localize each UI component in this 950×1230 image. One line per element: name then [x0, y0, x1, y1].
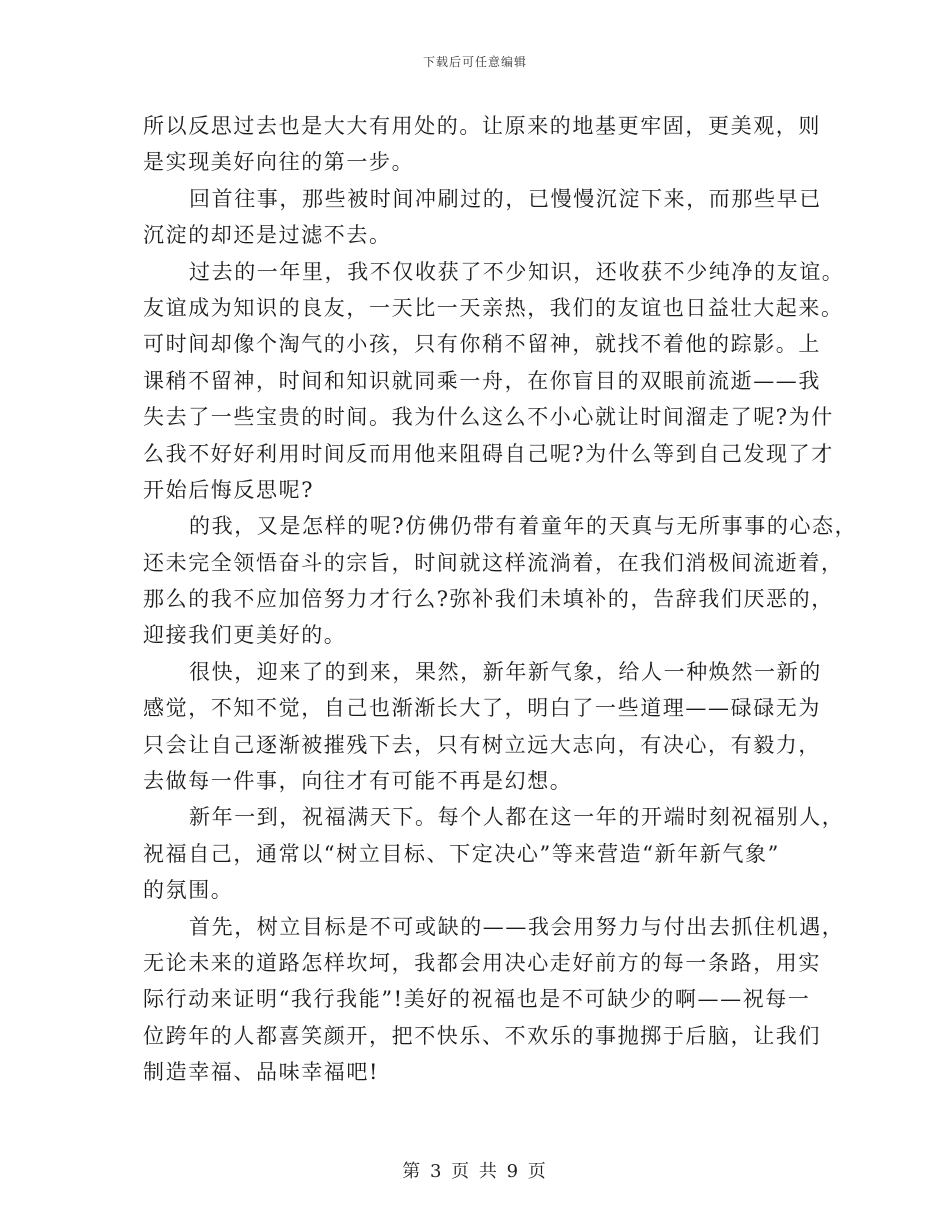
paragraph-start-line: 新年一到，祝福满天下。每个人都在这一年的开端时刻祝福别人，	[189, 805, 845, 830]
text-line: 可时间却像个淘气的小孩，只有你稍不留神，就找不着他的踪影。上	[143, 332, 821, 357]
text-line: 感觉，不知不觉，自己也渐渐长大了，明白了一些道理——碌碌无为	[143, 696, 821, 721]
paragraph-start-line: 很快，迎来了的到来，果然，新年新气象，给人一种焕然一新的	[189, 659, 822, 684]
text-line: 只会让自己逐渐被摧残下去，只有树立远大志向，有决心，有毅力，	[143, 732, 821, 757]
text-line: 制造幸福、品味幸福吧!	[143, 1060, 380, 1085]
text-line: 迎接我们更美好的。	[143, 623, 347, 648]
text-line: 无论未来的道路怎样坎坷，我都会用决心走好前方的每一条路，用实	[143, 950, 821, 975]
text-line: 失去了一些宝贵的时间。我为什么这么不小心就让时间溜走了呢?为什	[143, 405, 834, 430]
page-footer: 第 3 页 共 9 页	[402, 1161, 548, 1182]
page-header: 下载后可任意编辑	[422, 55, 527, 69]
text-line: 开始后悔反思呢?	[143, 477, 315, 502]
document-body	[143, 108, 858, 1091]
paragraph-start-line: 回首往事，那些被时间冲刷过的，已慢慢沉淀下来，而那些早已	[189, 186, 822, 211]
text-line: 是实现美好向往的第一步。	[143, 150, 415, 175]
text-line: 所以反思过去也是大大有用处的。让原来的地基更牢固，更美观，则	[143, 114, 821, 138]
text-line: 沉淀的却还是过滤不去。	[143, 223, 392, 248]
text-line: 那么的我不应加倍努力才行么?弥补我们未填补的，告辞我们厌恶的，	[143, 587, 834, 612]
paragraph-start-line: 的我，又是怎样的呢?仿佛仍带有着童年的天真与无所事事的心态，	[189, 514, 858, 539]
text-line: 友谊成为知识的良友，一天比一天亲热，我们的友谊也日益壮大起来。	[143, 295, 844, 320]
text-line: 去做每一件事，向往才有可能不再是幻想。	[143, 769, 573, 794]
paragraph-start-line: 首先，树立目标是不可或缺的——我会用努力与付出去抓住机遇，	[189, 914, 845, 939]
text-line: 际行动来证明“我行我能”!美好的祝福也是不可缺少的啊——祝每一	[143, 987, 811, 1012]
text-line: 课稍不留神，时间和知识就同乘一舟，在你盲目的双眼前流逝——我	[143, 368, 821, 393]
text-line: 还未完全领悟奋斗的宗旨，时间就这样流淌着，在我们消极间流逝着，	[143, 550, 844, 575]
text-line: 么我不好好利用时间反而用他来阻碍自己呢?为什么等到自己发现了才	[143, 441, 834, 466]
text-line: 位跨年的人都喜笑颜开，把不快乐、不欢乐的事抛掷于后脑，让我们	[143, 1023, 821, 1048]
text-line: 的氛围。	[143, 878, 234, 903]
paragraph-start-line: 过去的一年里，我不仅收获了不少知识，还收获不少纯净的友谊。	[189, 259, 845, 284]
text-line: 祝福自己，通常以“树立目标、下定决心”等来营造“新年新气象”	[143, 841, 780, 866]
